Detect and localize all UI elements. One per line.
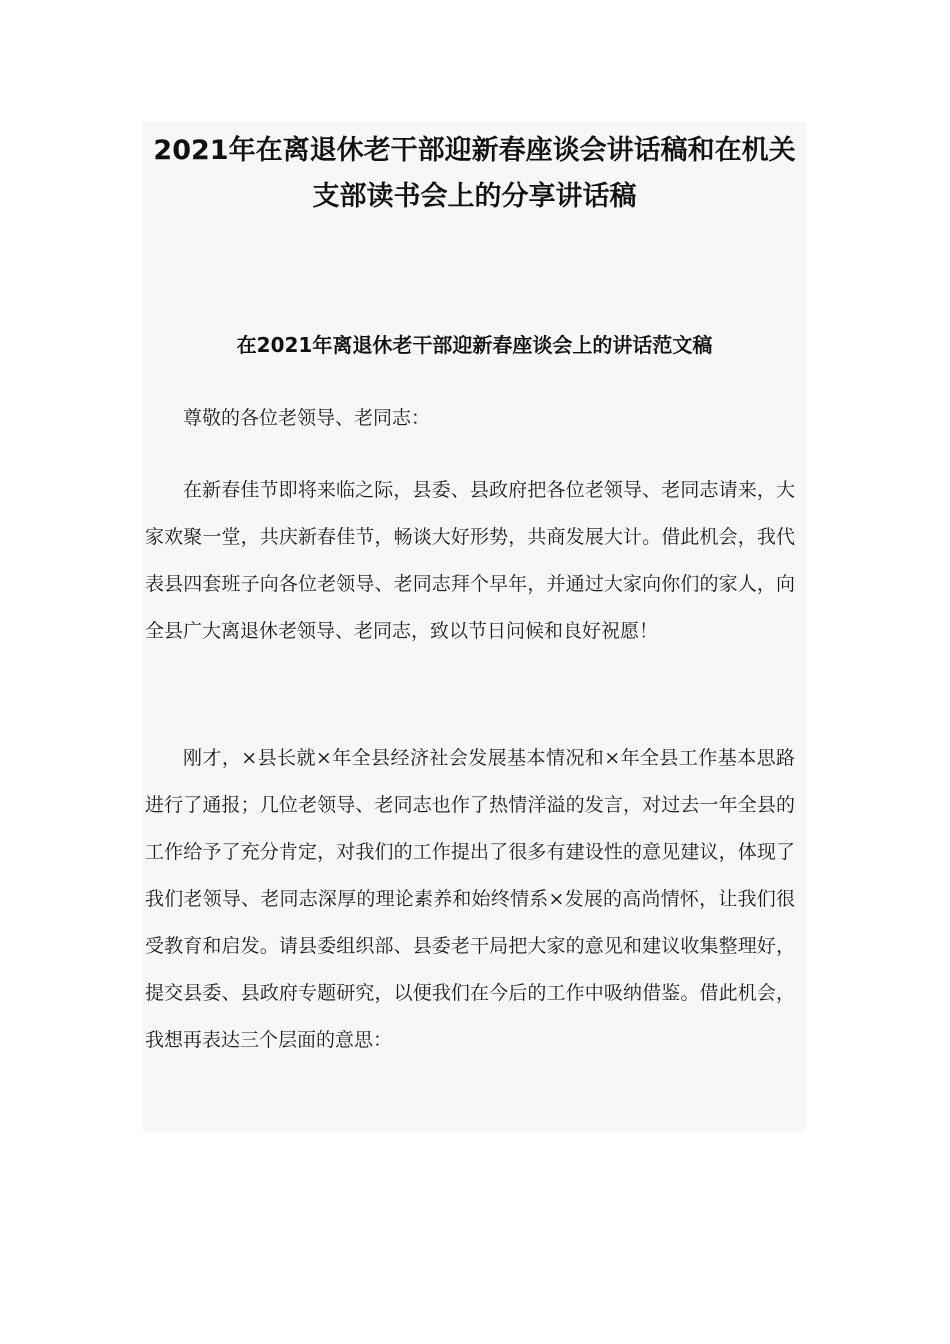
- paragraph-1: 在新春佳节即将来临之际，县委、县政府把各位老领导、老同志请来，大家欢聚一堂，共庆新春佳节，畅谈大好形势，共商发展大计。借此机会，我代表县四套班子向各位老领导、老同志拜个早年，并通过大家向你们的家人，向全县广大离退休老领导、老同志，致以节日问候和良好祝愿！: [145, 479, 795, 642]
- salutation: 尊敬的各位老领导、老同志：: [183, 407, 431, 429]
- section-title: 在2021年离退休老干部迎新春座谈会上的讲话范文稿: [236, 333, 713, 357]
- paragraph-2: 刚才，×县长就×年全县经济社会发展基本情况和×年全县工作基本思路进行了通报；几位老领导、老同志也作了热情洋溢的发言，对过去一年全县的工作给予了充分肯定，对我们的工作提出了很多有建设性的意见建议，体现了我们老领导、老同志深厚的理论素养和始终情系×发展的高尚情怀，让我们很受教育和启发。请县委组织部、县委老干局把大家的意见和建议收集整理好，提交县委、县政府专题研究，以便我们在今后的工作中吸纳借鉴。借此机会，我想再表达三个层面的意思：: [145, 747, 795, 1051]
- document-title: 2021年在离退休老干部迎新春座谈会讲话稿和在机关支部读书会上的分享讲话稿: [153, 135, 796, 212]
